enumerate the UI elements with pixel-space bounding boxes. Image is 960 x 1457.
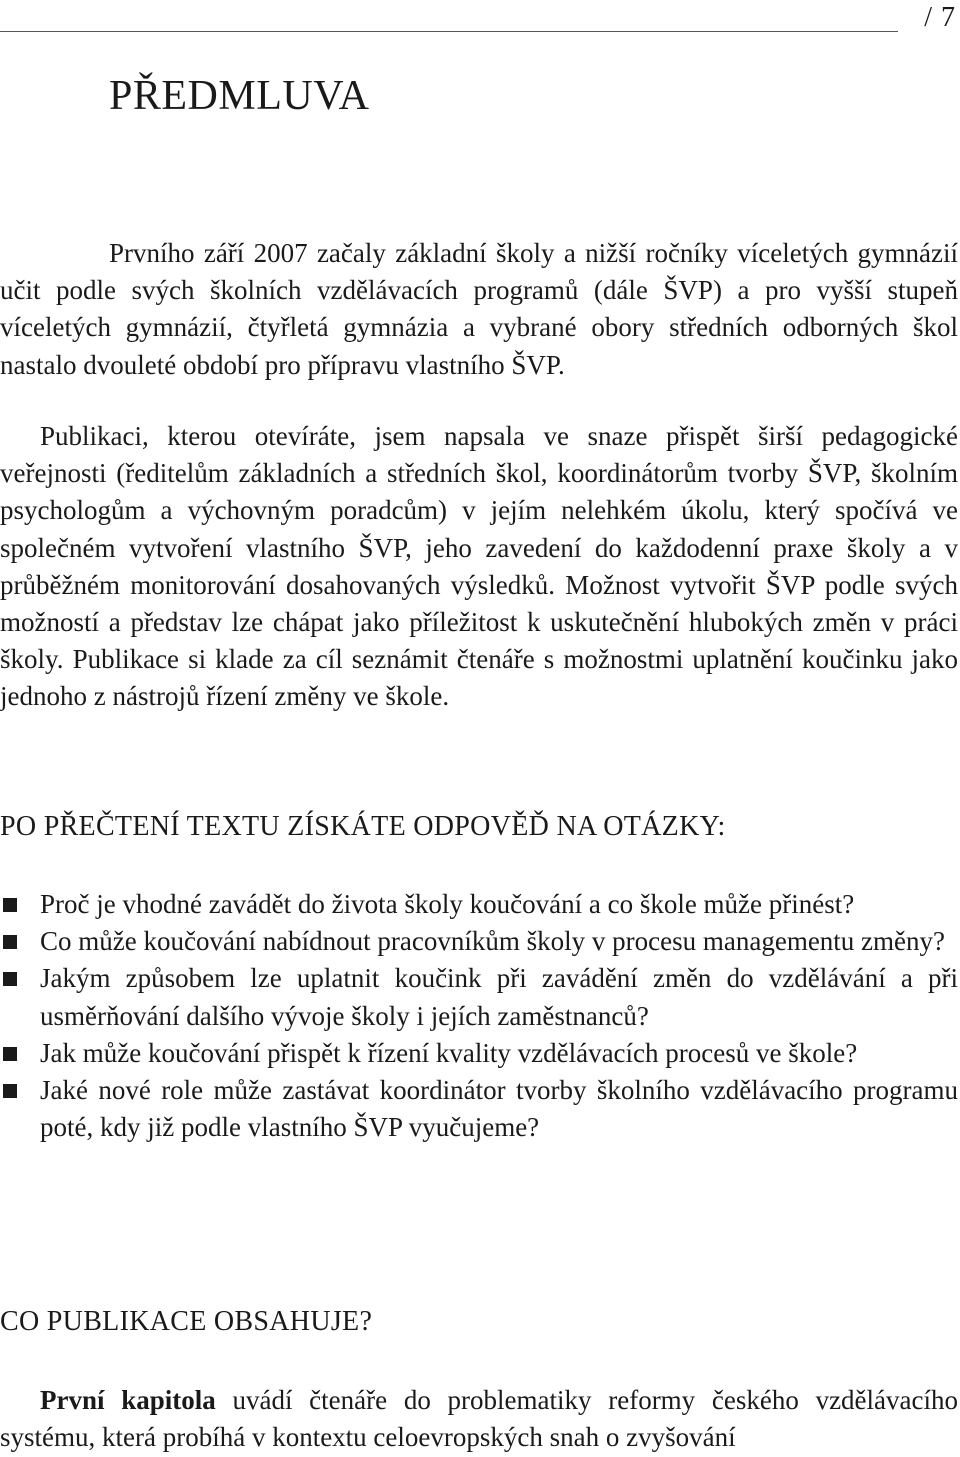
list-item-text: Proč je vhodné zavádět do života školy koučování a co škole může přinést? <box>40 889 855 919</box>
square-bullet-icon <box>3 935 17 949</box>
questions-list <box>0 886 958 1146</box>
header-rule <box>0 31 898 32</box>
page-title: PŘEDMLUVA <box>109 73 370 119</box>
square-bullet-icon <box>3 898 17 912</box>
list-item <box>0 1035 958 1072</box>
square-bullet-icon <box>3 1084 17 1098</box>
intro-paragraph: Prvního září 2007 začaly základní školy a nižší ročníky víceletých gymnázií učit podle svých školních vzdělávacích programů (dále ŠVP) a pro vyšší stupeň víceletých gymnázií, čtyřletá gymnázia a vybrané obory středních odborných škol nastalo dvouleté období pro přípravu vlastního ŠVP. <box>0 238 958 380</box>
list-item <box>0 1072 958 1146</box>
list-item-text: Jaké nové role může zastávat koordinátor tvorby školního vzdělávacího programu poté, kdy již podle vlastního ŠVP vyučujeme? <box>40 1075 958 1143</box>
chapter-lead: První kapitola <box>40 1385 216 1415</box>
page-number: / 7 <box>924 2 956 33</box>
contents-heading: CO PUBLIKACE OBSAHUJE? <box>0 1306 373 1337</box>
list-item-text: Co může koučování nabídnout pracovníkům školy v procesu managementu změny? <box>40 926 946 957</box>
list-item-text: Jakým způsobem lze uplatnit koučink při zavádění změn do vzdělávání a při usměrňování dalšího vývoje školy i jejích zaměstnanců? <box>40 963 958 1031</box>
list-item <box>0 960 958 1034</box>
chapter-description: uvádí čtenáře do problematiky reformy českého vzdělávacího systému, která probíhá v kontextu celoevropských snah o zvyšování <box>0 1385 958 1453</box>
list-item <box>0 923 958 960</box>
questions-heading: PO PŘEČTENÍ TEXTU ZÍSKÁTE ODPOVĚĎ NA OTÁZKY: <box>0 811 726 842</box>
square-bullet-icon <box>3 1047 17 1061</box>
list-item <box>0 886 958 923</box>
list-item-text: Jak může koučování přispět k řízení kvality vzdělávacích procesů ve škole? <box>40 1037 858 1068</box>
square-bullet-icon <box>3 972 17 986</box>
contents-paragraph <box>0 1382 958 1456</box>
purpose-paragraph: Publikaci, kterou otevíráte, jsem napsala ve snaze přispět širší pedagogické veřejnosti (ředitelům základních a středních škol, koordinátorům tvorby ŠVP, školním psychologům a výchovným poradcům) v jejím nelehkém úkolu, který spočívá ve společném vytvoření vlastního ŠVP, jeho zavedení do každodenní praxe školy a v průběžném monitorování dosahovaných výsledků. Možnost vytvořit ŠVP podle svých možností a představ lze chápat jako příležitost k uskutečnění hlubokých změn v práci školy. Publikace si klade za cíl seznámit čtenáře s možnostmi uplatnění koučinku jako jednoho z nástrojů řízení změny ve škole. <box>0 421 958 712</box>
